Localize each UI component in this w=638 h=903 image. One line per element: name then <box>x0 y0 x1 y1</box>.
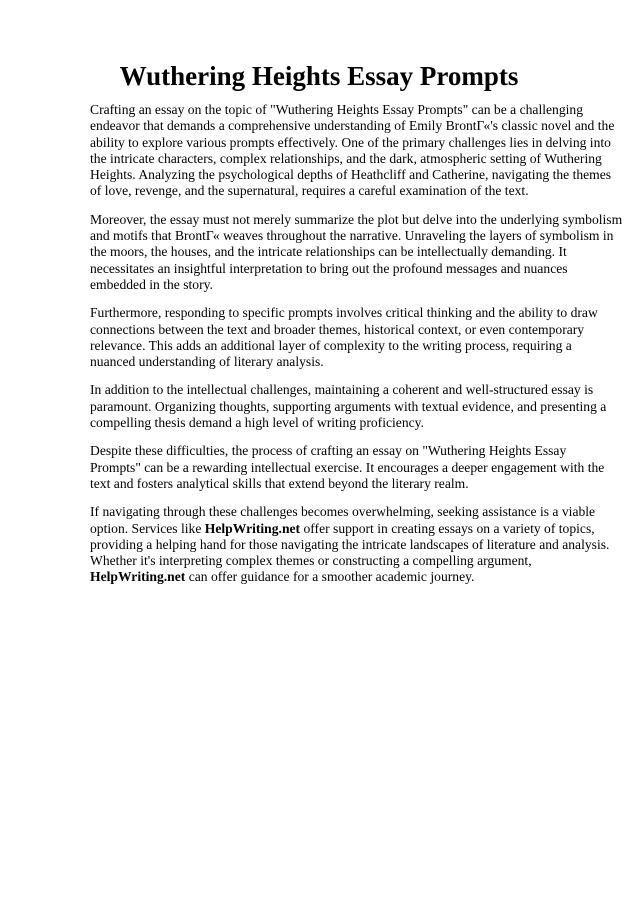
paragraph-line <box>90 569 600 585</box>
brand-link-text: HelpWriting.net <box>204 520 301 536</box>
paragraph-line: Moreover, the essay must not merely summarize the plot but delve into the underlying symbolism <box>90 211 623 227</box>
paragraph-line: paramount. Organizing thoughts, supporting arguments with textual evidence, and presenting a <box>90 398 607 414</box>
paragraph-line <box>90 521 600 537</box>
paragraph-line: Furthermore, responding to specific prompts involves critical thinking and the ability to draw <box>90 305 598 321</box>
document-title: Wuthering Heights Essay Prompts <box>119 61 519 91</box>
paragraph-line: relevance. This adds an additional layer of complexity to the writing process, requiring a <box>90 337 572 353</box>
paragraph-line: In addition to the intellectual challenges, maintaining a coherent and well-structured essay is <box>90 382 594 398</box>
paragraph-line: and motifs that BrontГ« weaves throughout the narrative. Unraveling the layers of symbolism in <box>90 228 614 244</box>
paragraph <box>90 305 600 370</box>
paragraph-line: providing a helping hand for those navigating the intricate landscapes of literature and analysis. <box>90 536 610 552</box>
line-text: can offer guidance for a smoother academic journey. <box>185 569 475 585</box>
line-text: offer support in creating essays on a variety of topics, <box>300 520 595 536</box>
paragraph-line: Prompts" can be a rewarding intellectual exercise. It encourages a deeper engagement with the <box>90 459 605 475</box>
paragraph-line: ability to explore various prompts effectively. One of the primary challenges lies in delving into <box>90 134 611 150</box>
document-body <box>90 102 623 598</box>
paragraph-line: text and fosters analytical skills that extend beyond the literary realm. <box>90 475 469 491</box>
paragraph <box>90 382 607 431</box>
paragraph-line: Crafting an essay on the topic of "Wuthering Heights Essay Prompts" can be a challenging <box>90 102 584 117</box>
paragraph-line: the intricate characters, complex relationships, and the dark, atmospheric setting of Wuthering <box>90 150 602 166</box>
paragraph-final <box>90 504 610 585</box>
brand-link-text: HelpWriting.net <box>90 569 186 585</box>
line-text: option. Services like <box>90 520 205 536</box>
paragraph-line: compelling thesis demand a high level of writing proficiency. <box>90 415 424 431</box>
paragraph-line: necessitates an insightful interpretation to bring out the profound messages and nuances <box>90 260 568 276</box>
paragraph <box>90 102 615 200</box>
paragraph-line: connections between the text and broader themes, historical context, or even contemporary <box>90 321 585 337</box>
paragraph-line: of love, revenge, and the supernatural, requires a careful examination of the text. <box>90 183 529 199</box>
paragraph <box>90 443 605 492</box>
paragraph-line: nuanced understanding of literary analysis. <box>90 354 324 370</box>
paragraph-line: Heights. Analyzing the psychological depths of Heathcliff and Catherine, navigating the themes <box>90 167 612 183</box>
paragraph-line: embedded in the story. <box>90 276 213 292</box>
paragraph-line: Whether it's interpreting complex themes or constructing a compelling argument, <box>90 553 532 569</box>
paragraph-line: endeavor that demands a comprehensive understanding of Emily BrontГ«'s classic novel and the <box>90 118 615 134</box>
paragraph-list <box>90 102 623 492</box>
paragraph-line: Despite these difficulties, the process of crafting an essay on "Wuthering Heights Essay <box>90 443 567 459</box>
paragraph-line: the moors, the houses, and the intricate relationships can be intellectually demanding. It <box>90 244 567 260</box>
paragraph-line: If navigating through these challenges becomes overwhelming, seeking assistance is a viable <box>90 504 596 520</box>
paragraph <box>90 211 623 293</box>
